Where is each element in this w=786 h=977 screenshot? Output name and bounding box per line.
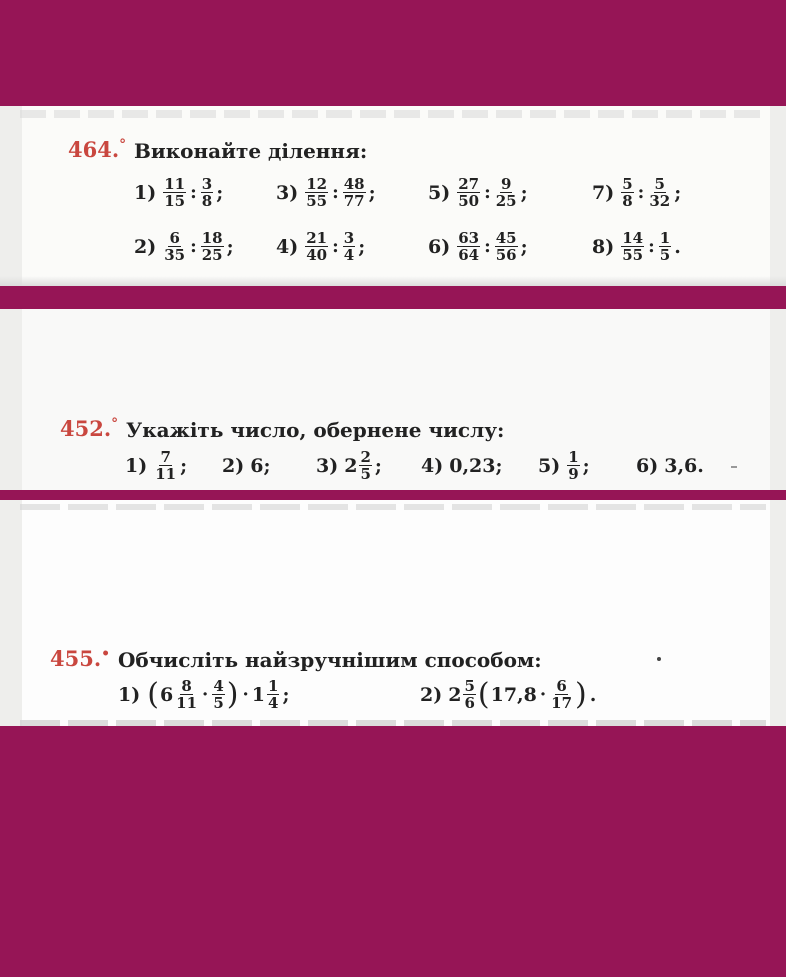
- task-number: 452.°: [60, 416, 119, 441]
- page-margin: [0, 500, 22, 726]
- exercise-item: 1) ( 6 $\frac{8}{11}$ · $\frac{4}{5}$ ) · 1 $\frac{1}{4}$ ;: [118, 676, 290, 712]
- fraction: $\frac{18}{25}$: [201, 229, 223, 264]
- page-fragment-455: [0, 500, 786, 726]
- fraction: $\frac{6}{17}$: [551, 677, 573, 712]
- fraction: $\frac{5}{8}$: [622, 175, 633, 210]
- fraction: $\frac{4}{5}$: [213, 677, 224, 712]
- fraction: $\frac{3}{4}$: [343, 229, 355, 264]
- scan-artifact: [731, 466, 737, 468]
- page-margin: [770, 500, 786, 726]
- page-edge: [0, 276, 786, 286]
- exercise-item: 6) $\frac{63}{64}$ : $\frac{45}{56}$ ;: [428, 229, 528, 264]
- fraction: $\frac{2}{5}$: [360, 448, 371, 483]
- exercise-item: 5) $\frac{1}{9}$ ;: [538, 448, 590, 483]
- exercise-item: 7) $\frac{5}{8}$ : $\frac{5}{32}$ ;: [592, 175, 682, 210]
- fraction: $\frac{63}{64}$: [458, 229, 480, 264]
- fraction: $\frac{48}{77}$: [343, 175, 365, 210]
- cropped-previous-line: [20, 110, 766, 118]
- task-title: Обчисліть найзручнішим способом:: [118, 648, 542, 672]
- fraction: $\frac{27}{50}$: [458, 175, 480, 210]
- page-margin: [770, 309, 786, 490]
- page-fragment-452: [0, 309, 786, 490]
- fraction: $\frac{8}{11}$: [176, 677, 198, 712]
- task-title: Укажіть число, обернене числу:: [126, 418, 505, 442]
- exercise-item: 5) $\frac{27}{50}$ : $\frac{9}{25}$ ;: [428, 175, 528, 210]
- fraction: $\frac{1}{5}$: [659, 229, 671, 264]
- fraction: $\frac{5}{32}$: [649, 175, 671, 210]
- exercise-item: 6) 3,6.: [636, 455, 704, 477]
- fraction: $\frac{6}{35}$: [164, 229, 186, 264]
- exercise-item: 4) $\frac{21}{40}$ : $\frac{3}{4}$ ;: [276, 229, 366, 264]
- fraction: $\frac{21}{40}$: [306, 229, 328, 264]
- exercise-item: 2) 2 $\frac{5}{6}$ ( 17,8 · $\frac{6}{17}$ ) .: [420, 676, 597, 712]
- exercise-item: 4) 0,23;: [421, 455, 503, 477]
- fraction: $\frac{45}{56}$: [495, 229, 517, 264]
- page-margin: [770, 106, 786, 286]
- exercise-item: 3) 2 $\frac{2}{5}$ ;: [316, 448, 382, 483]
- exercise-item: 8) $\frac{14}{55}$ : $\frac{1}{5}$ .: [592, 229, 681, 264]
- page-margin: [0, 309, 22, 490]
- fraction: $\frac{11}{15}$: [164, 175, 186, 210]
- fraction: $\frac{3}{8}$: [201, 175, 213, 210]
- exercise-item: 2) $\frac{6}{35}$ : $\frac{18}{25}$ ;: [134, 229, 234, 264]
- exercise-item: 1) $\frac{7}{11}$ ;: [125, 448, 188, 483]
- cropped-next-line: [20, 720, 766, 726]
- exercise-item: 2) 6;: [222, 455, 271, 477]
- fraction: $\frac{12}{55}$: [306, 175, 328, 210]
- page-fragment-464: [0, 106, 786, 286]
- cropped-previous-line: [20, 504, 766, 510]
- fraction: $\frac{14}{55}$: [622, 229, 644, 264]
- fraction: $\frac{9}{25}$: [495, 175, 517, 210]
- task-number: 455.•: [50, 646, 111, 671]
- fraction: $\frac{1}{9}$: [568, 448, 579, 483]
- scan-artifact: [657, 657, 661, 661]
- fraction: $\frac{5}{6}$: [464, 677, 475, 712]
- exercise-item: 3) $\frac{12}{55}$ : $\frac{48}{77}$ ;: [276, 175, 376, 210]
- fraction: $\frac{7}{11}$: [155, 448, 177, 483]
- task-title: Виконайте ділення:: [134, 139, 368, 163]
- task-number: 464.°: [68, 137, 127, 162]
- exercise-item: 1) $\frac{11}{15}$ : $\frac{3}{8}$ ;: [134, 175, 224, 210]
- fraction: $\frac{1}{4}$: [268, 677, 279, 712]
- page-margin: [0, 106, 22, 286]
